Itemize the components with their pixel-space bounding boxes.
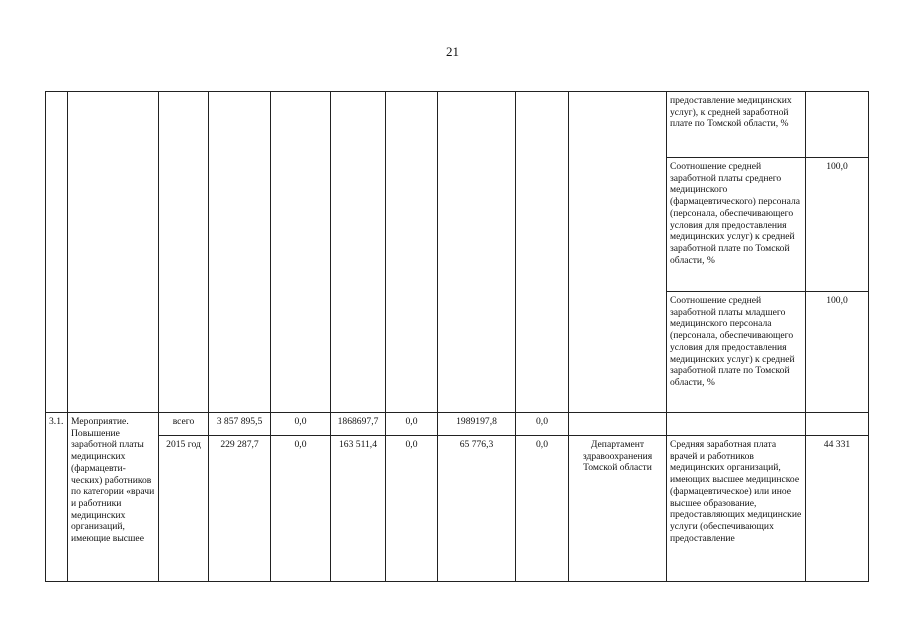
value-cell: 0,0 bbox=[516, 413, 569, 436]
cell-number bbox=[46, 92, 68, 413]
indicator-value bbox=[806, 92, 869, 158]
table-row bbox=[46, 436, 869, 582]
indicator-text: Соотношение средней заработной платы среднего медицинского (фармацевтического) персонала (персонала, обеспечивающего условия для предоставления медицинских услуг) к средней заработной плате по Томской области, % bbox=[667, 158, 806, 292]
total-value: 3 857 895,5 bbox=[209, 413, 271, 436]
value-cell: 1868697,7 bbox=[331, 413, 386, 436]
value-cell: 163 511,4 bbox=[331, 436, 386, 582]
value-cell: 65 776,3 bbox=[438, 436, 516, 582]
responsible-department: Департамент здравоохранения Томской области bbox=[569, 436, 667, 582]
period: всего bbox=[159, 413, 209, 436]
page-number: 21 bbox=[446, 44, 459, 59]
measure-number: 3.1. bbox=[46, 413, 68, 582]
measure-title: Мероприятие. Повышение заработной платы медицинских (фармацевти-ческих) работников по категории «врачи и работники медицинских организаций, имеющие высшее bbox=[68, 413, 159, 582]
value-cell: 0,0 bbox=[271, 436, 331, 582]
period: 2015 год bbox=[159, 436, 209, 582]
indicator-value: 100,0 bbox=[806, 158, 869, 292]
table-row bbox=[46, 413, 869, 436]
value-cell: 0,0 bbox=[271, 413, 331, 436]
indicator-value: 100,0 bbox=[806, 292, 869, 413]
indicator-text: Средняя заработная плата врачей и работников медицинских организаций, имеющих высшее медицинское (фармацевтическое) или иное высшее образование, предоставляющих медицинские услуги (обеспечивающих предоставление bbox=[667, 436, 806, 582]
value-cell: 0,0 bbox=[386, 413, 438, 436]
program-table bbox=[45, 91, 869, 582]
value-cell: 0,0 bbox=[386, 436, 438, 582]
value-cell: 1989197,8 bbox=[438, 413, 516, 436]
value-cell: 0,0 bbox=[516, 436, 569, 582]
total-value: 229 287,7 bbox=[209, 436, 271, 582]
indicator-text: Соотношение средней заработной платы младшего медицинского персонала (персонала, обеспечивающего условия для предоставления медицинских услуг) к средней заработной плате по Томской области, % bbox=[667, 292, 806, 413]
indicator-text: предоставление медицинских услуг), к средней заработной плате по Томской области, % bbox=[667, 92, 806, 158]
cell-title bbox=[68, 92, 159, 413]
indicator-value: 44 331 bbox=[806, 436, 869, 582]
table-row bbox=[46, 92, 869, 158]
